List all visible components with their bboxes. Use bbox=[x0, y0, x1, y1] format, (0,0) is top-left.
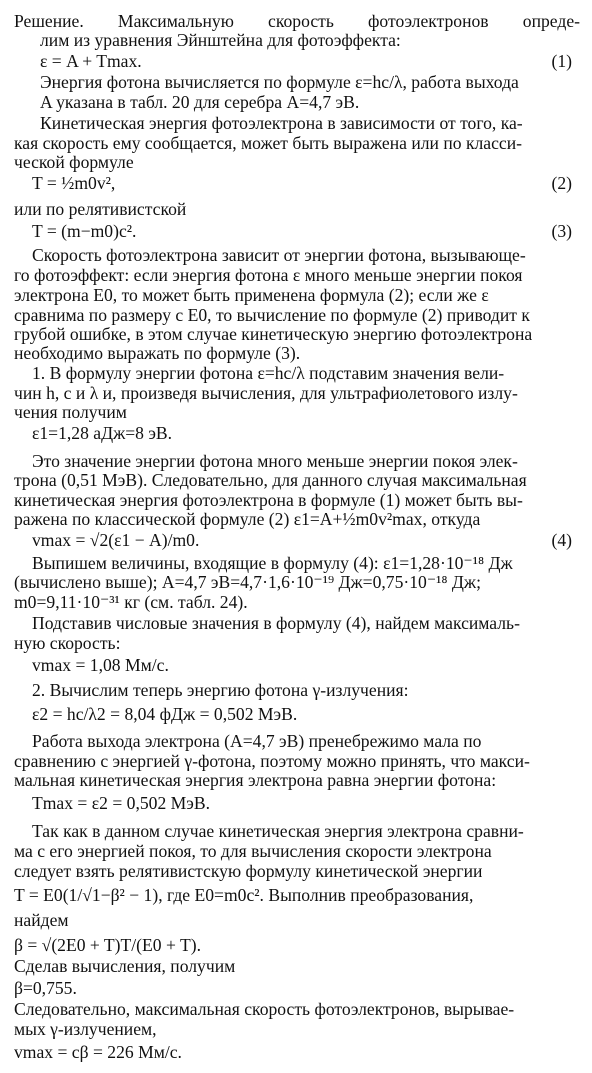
text-line: найдем bbox=[14, 910, 69, 930]
equation-line: T = E0(1/√1−β² − 1), где E0=m0c². Выполнив преобразования, bbox=[14, 885, 474, 905]
equation-line: vmax = √2(ε1 − A)/m0. bbox=[32, 530, 200, 550]
equation-number: (1) bbox=[551, 51, 572, 71]
text-line: кинетическая энергия фотоэлектрона в формуле (1) может быть вы- bbox=[14, 490, 523, 510]
text-line: Сделав вычисления, получим bbox=[14, 956, 236, 976]
text-line: Так как в данном случае кинетическая энергия электрона сравни- bbox=[32, 821, 524, 841]
text-line: ческой формуле bbox=[14, 152, 134, 172]
text-line: Скорость фотоэлектрона зависит от энергии фотона, вызывающе- bbox=[32, 245, 526, 265]
text-line: 2. Вычислим теперь энергию фотона γ-излучения: bbox=[32, 680, 409, 700]
text-line: лим из уравнения Эйнштейна для фотоэффекта: bbox=[40, 30, 401, 50]
text-line: или по релятивистской bbox=[14, 199, 187, 219]
equation-number: (2) bbox=[551, 173, 572, 193]
text-line: мальная кинетическая энергия электрона равна энергии фотона: bbox=[14, 770, 497, 790]
equation-line: β=0,755. bbox=[14, 978, 77, 998]
text-line: ма с его энергией покоя, то для вычисления скорости электрона bbox=[14, 841, 492, 861]
text-line: ражена по классической формуле (2) ε1=A+½m0v²max, откуда bbox=[14, 509, 481, 529]
text-line: Выпишем величины, входящие в формулу (4): ε1=1,28·10⁻¹⁸ Дж bbox=[32, 553, 513, 573]
text-line: Решение. Максимальную скорость фотоэлектронов опреде- bbox=[14, 11, 580, 31]
text-line: Кинетическая энергия фотоэлектрона в зависимости от того, ка- bbox=[40, 113, 523, 133]
text-line: 1. В формулу энергии фотона ε=hc/λ подставим значения вели- bbox=[32, 363, 505, 383]
text-line: мых γ-излучением, bbox=[14, 1019, 157, 1039]
text-line: (вычислено выше); A=4,7 эВ=4,7·1,6·10⁻¹⁹ Дж=0,75·10⁻¹⁸ Дж; bbox=[14, 572, 481, 592]
equation-line: ε1=1,28 аДж=8 эВ. bbox=[32, 423, 173, 443]
text-line: ную скорость: bbox=[14, 633, 121, 653]
text-line: Следовательно, максимальная скорость фотоэлектронов, вырывае- bbox=[14, 999, 515, 1019]
text-line: сравнению с энергией γ-фотона, поэтому можно принять, что макси- bbox=[14, 751, 530, 771]
text-line: Энергия фотона вычисляется по формуле ε=hc/λ, работа выхода bbox=[40, 72, 519, 92]
equation-line: ε = A + Tmax. bbox=[40, 51, 142, 71]
equation-line: Tmax = ε2 = 0,502 МэВ. bbox=[32, 793, 210, 813]
text-line: Это значение энергии фотона много меньше энергии покоя элек- bbox=[32, 451, 518, 471]
text-line: трона (0,51 МэВ). Следовательно, для данного случая максимальная bbox=[14, 470, 527, 490]
text-line: чения получим bbox=[14, 402, 127, 422]
equation-number: (3) bbox=[551, 221, 572, 241]
text-line: грубой ошибке, в этом случае кинетическую энергию фотоэлектрона bbox=[14, 324, 533, 344]
equation-number: (4) bbox=[551, 530, 572, 550]
text-line: сравнима по размеру с E0, то вычисление по формуле (2) приводит к bbox=[14, 305, 530, 325]
equation-line: T = ½m0v², bbox=[32, 173, 116, 193]
text-line: следует взять релятивистскую формулу кинетической энергии bbox=[14, 861, 483, 881]
equation-line: vmax = cβ = 226 Мм/с. bbox=[14, 1042, 182, 1062]
equation-line: T = (m−m0)c². bbox=[32, 221, 137, 241]
text-line: Работа выхода электрона (A=4,7 эВ) пренебрежимо мала по bbox=[32, 731, 482, 751]
equation-line: β = √(2E0 + T)T/(E0 + T). bbox=[14, 935, 201, 955]
text-line: m0=9,11·10⁻³¹ кг (см. табл. 24). bbox=[14, 592, 248, 612]
text-line: A указана в табл. 20 для серебра A=4,7 эВ. bbox=[40, 92, 360, 112]
text-line: Подставив числовые значения в формулу (4), найдем максималь- bbox=[32, 613, 520, 633]
equation-line: ε2 = hc/λ2 = 8,04 фДж = 0,502 МэВ. bbox=[32, 704, 298, 724]
text-line: го фотоэффект: если энергия фотона ε много меньше энергии покоя bbox=[14, 265, 523, 285]
text-line: чин h, c и λ и, произведя вычисления, для ультрафиолетового излу- bbox=[14, 383, 518, 403]
text-line: кая скорость ему сообщается, может быть выражена или по класси- bbox=[14, 133, 522, 153]
text-line: электрона E0, то может быть применена формула (2); если же ε bbox=[14, 285, 489, 305]
text-line: необходимо выражать по формуле (3). bbox=[14, 343, 301, 363]
equation-line: vmax = 1,08 Мм/с. bbox=[32, 655, 169, 675]
